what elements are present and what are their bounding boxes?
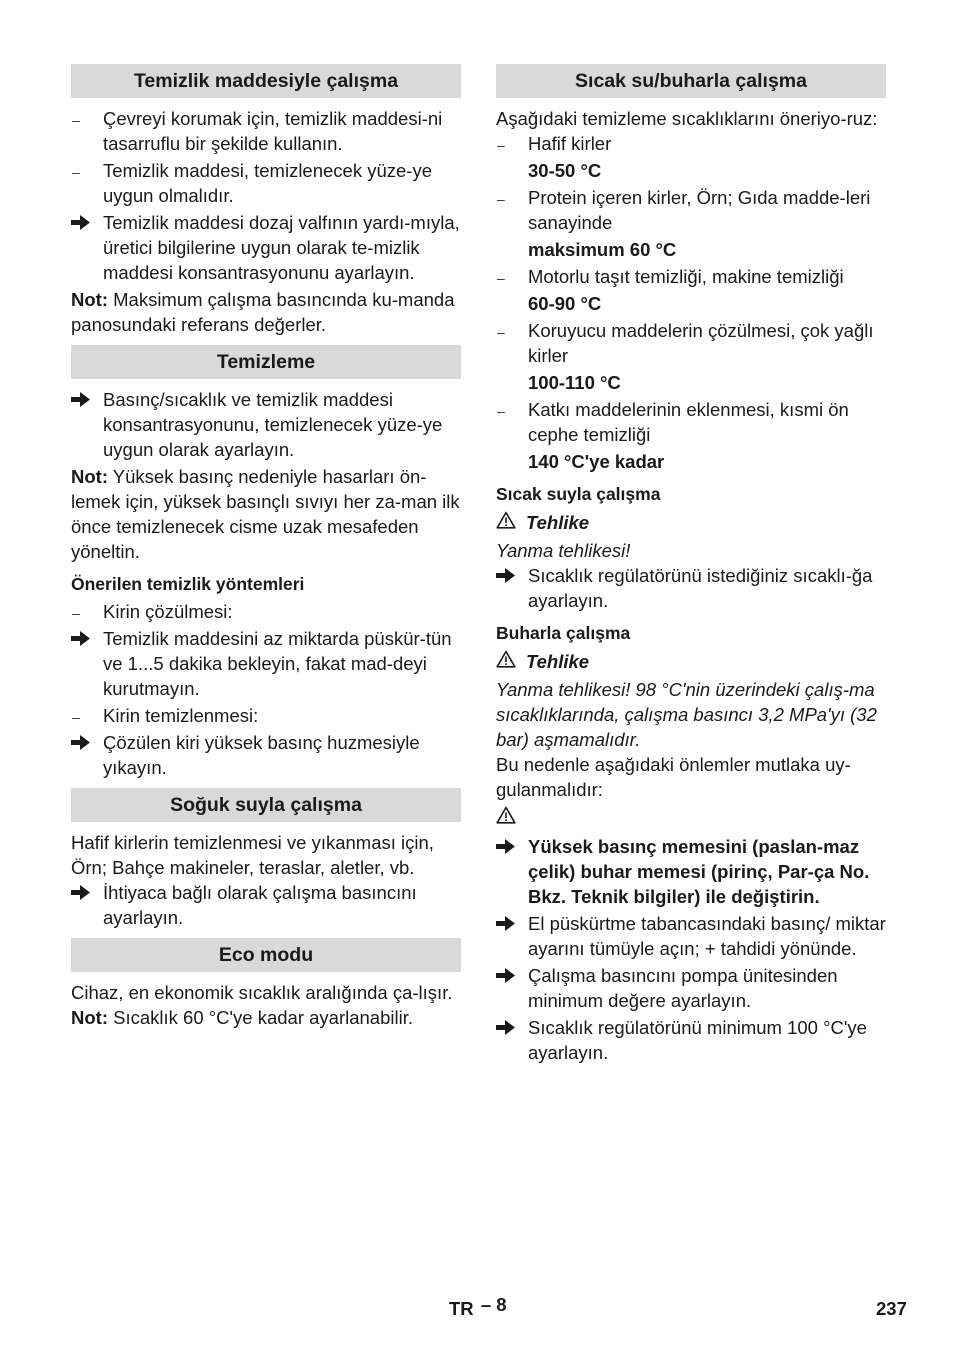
- list-item: – Motorlu taşıt temizliği, makine temizliği: [496, 264, 886, 289]
- list-item: Yüksek basınç memesini (paslan-maz çelik) buhar memesi (pirinç, Par-ça No. Bkz. Teknik bilgiler) ile değiştirin.: [496, 834, 886, 909]
- list-item: El püskürtme tabancasındaki basınç/ miktar ayarını tümüyle açın; + tahdidi yönünde.: [496, 911, 886, 961]
- section-heading-cold-water: Soğuk suyla çalışma: [71, 788, 461, 822]
- dash-bullet: [496, 264, 520, 291]
- right-arrow-icon: [71, 735, 95, 750]
- list-item: Temizlik maddesi dozaj valfının yardı-mıyla, üretici bilgilerine uygun olarak te-mizlik maddesi konsantrasyonunu ayarlayın.: [71, 210, 461, 285]
- right-arrow-icon: [71, 885, 95, 900]
- list-item: – Katkı maddelerinin eklenmesi, kısmi ön cephe temizliği: [496, 397, 886, 447]
- list-item: – Kirin temizlenmesi:: [71, 703, 461, 728]
- section-heading-eco-mode: Eco modu: [71, 938, 461, 972]
- note: Not: Maksimum çalışma basıncında ku-manda panosundaki referans değerler.: [71, 289, 455, 335]
- danger-label: Tehlike: [526, 651, 590, 672]
- right-arrow-icon: [496, 839, 520, 854]
- subheading-hot-water: Sıcak suyla çalışma: [496, 484, 661, 504]
- right-arrow-icon: [496, 916, 520, 931]
- subheading-recommended-methods: Önerilen temizlik yöntemleri: [71, 574, 305, 594]
- page-footer-language: [449, 1296, 507, 1321]
- warning-triangle-icon: [496, 510, 516, 535]
- dash-bullet: [71, 106, 95, 133]
- temperature-value: 30-50 °C: [528, 160, 602, 181]
- section-heading-cleaning-agent: Temizlik maddesiyle çalışma: [71, 64, 461, 98]
- right-column: [496, 64, 886, 1067]
- dash-bullet: [496, 318, 520, 345]
- dash-bullet: [496, 131, 520, 158]
- temperature-value: 140 °C'ye kadar: [528, 451, 665, 472]
- left-column: [71, 64, 461, 1030]
- dash-bullet: [71, 703, 95, 730]
- right-arrow-icon: [496, 1020, 520, 1035]
- language-code: TR: [449, 1298, 474, 1319]
- danger-label: Tehlike: [526, 512, 590, 533]
- list-item: – Kirin çözülmesi:: [71, 599, 461, 624]
- list-item: – Koruyucu maddelerin çözülmesi, çok yağlı kirler: [496, 318, 886, 368]
- warning-triangle-icon: [496, 805, 516, 830]
- right-arrow-icon: [496, 568, 520, 583]
- dash-bullet: [496, 397, 520, 424]
- paragraph: Bu nedenle aşağıdaki önlemler mutlaka uy-gulanmalıdır:: [496, 754, 851, 800]
- page-number: 237: [876, 1298, 907, 1319]
- list-item: Temizlik maddesini az miktarda püskür-tün ve 1...5 dakika bekleyin, fakat mad-deyi kurutmayın.: [71, 626, 461, 701]
- list-item: Sıcaklık regülatörünü istediğiniz sıcaklı-ğa ayarlayın.: [496, 563, 886, 613]
- paragraph: Aşağıdaki temizleme sıcaklıklarını öneriyo-ruz:: [496, 108, 878, 129]
- temperature-value: maksimum 60 °C: [528, 239, 677, 260]
- section-heading-hot-water-steam: Sıcak su/buharla çalışma: [496, 64, 886, 98]
- note: Not: Yüksek basınç nedeniyle hasarları ön-lemek için, yüksek basınçlı sıvıyı her za-man ilk önce temizlenecek cisme uzak mesafeden yöneltin.: [71, 466, 460, 562]
- warning-triangle-icon: [496, 649, 516, 674]
- right-arrow-icon: [71, 631, 95, 646]
- warning-symbol: [496, 805, 886, 830]
- subheading-steam: Buharla çalışma: [496, 623, 631, 643]
- danger-warning: [496, 510, 886, 535]
- paragraph: Cihaz, en ekonomik sıcaklık aralığında ça-lışır.: [71, 982, 453, 1003]
- right-arrow-icon: [71, 392, 95, 407]
- warning-text: Yanma tehlikesi! 98 °C'nin üzerindeki çalış-ma sıcaklıklarında, çalışma basıncı 3,2 MPa'yı (32 bar) aşmamalıdır.: [496, 679, 877, 750]
- right-arrow-icon: [71, 215, 95, 230]
- list-item: – Protein içeren kirler, Örn; Gıda madde-leri sanayinde: [496, 185, 886, 235]
- section-heading-cleaning: Temizleme: [71, 345, 461, 379]
- dash-bullet: [496, 185, 520, 212]
- warning-text: Yanma tehlikesi!: [496, 540, 631, 561]
- list-item: – Hafif kirler: [496, 131, 886, 156]
- list-item: Sıcaklık regülatörünü minimum 100 °C'ye ayarlayın.: [496, 1015, 886, 1065]
- list-item: – Çevreyi korumak için, temizlik maddesi-ni tasarruflu bir şekilde kullanın.: [71, 106, 461, 156]
- danger-warning: [496, 649, 886, 674]
- list-item: Basınç/sıcaklık ve temizlik maddesi konsantrasyonunu, temizlenecek yüze-ye uygun olarak ayarlayın.: [71, 387, 461, 462]
- paragraph: Hafif kirlerin temizlenmesi ve yıkanması için, Örn; Bahçe makineler, teraslar, aletler, vb.: [71, 832, 434, 878]
- list-item: Çözülen kiri yüksek basınç huzmesiyle yıkayın.: [71, 730, 461, 780]
- local-page-number: – 8: [480, 1294, 507, 1315]
- temperature-value: 100-110 °C: [528, 372, 621, 393]
- list-item: – Temizlik maddesi, temizlenecek yüze-ye uygun olmalıdır.: [71, 158, 461, 208]
- note: Not: Sıcaklık 60 °C'ye kadar ayarlanabilir.: [71, 1007, 413, 1028]
- dash-bullet: [71, 599, 95, 626]
- temperature-value: 60-90 °C: [528, 293, 602, 314]
- dash-bullet: [71, 158, 95, 185]
- list-item: Çalışma basıncını pompa ünitesinden minimum değere ayarlayın.: [496, 963, 886, 1013]
- list-item: İhtiyaca bağlı olarak çalışma basıncını ayarlayın.: [71, 880, 461, 930]
- right-arrow-icon: [496, 968, 520, 983]
